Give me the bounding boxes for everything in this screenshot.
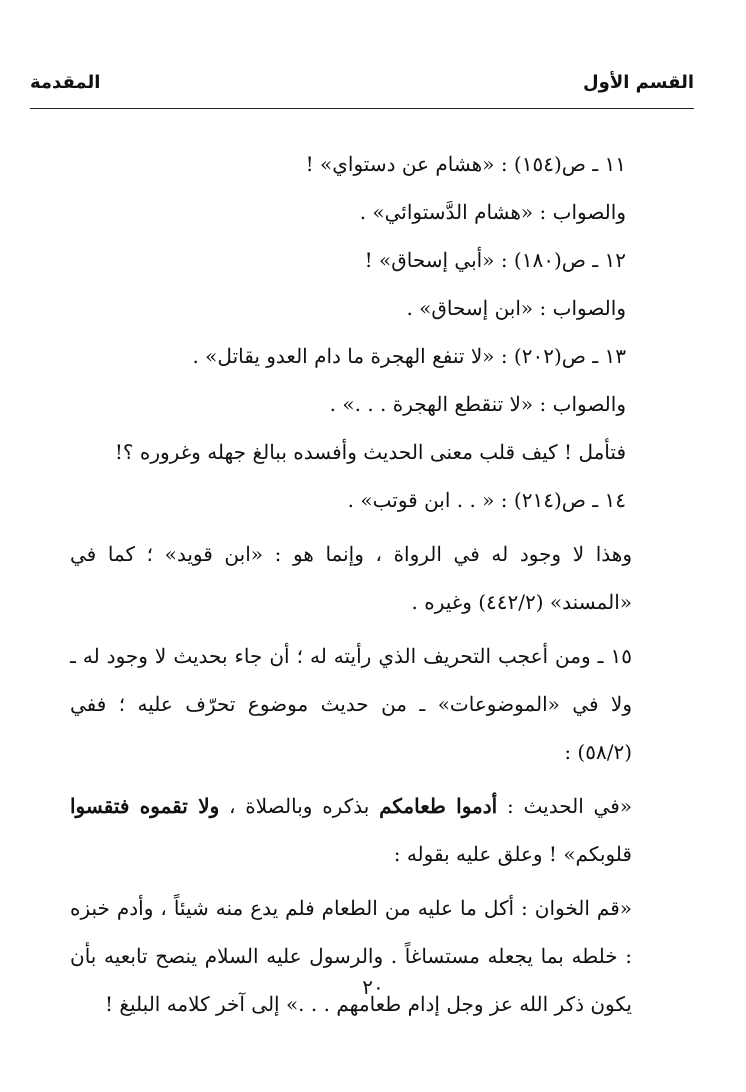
hadith-middle: بذكره وبالصلاة ،: [219, 794, 380, 818]
running-header: [30, 72, 694, 104]
chapter-title: المقدمة: [30, 72, 101, 93]
paragraph-commentary: «قم الخوان : أكل ما عليه من الطعام فلم يدع منه شيئاً ، وأدم خبزه : خلطه بما يجعله مستساغاً . والرسول عليه السلام ينصح تابعيه بأن يكون ذكر الله عز وجل إدام طعامهم . . .» إلى آخر كلامه البليغ !: [70, 896, 632, 1016]
paragraph-correction-11: والصواب : «هشام الدَّستوائي» .: [359, 200, 626, 224]
section-title: القسم الأول: [583, 72, 694, 93]
hadith-bold-1: أدموا طعامكم: [379, 794, 498, 818]
page-body: [70, 140, 632, 1028]
paragraph-item-13: ١٣ ـ ص(٢٠٢) : «لا تنفع الهجرة ما دام العدو يقاتل» .: [192, 344, 626, 368]
paragraph-correction-13: والصواب : «لا تنقطع الهجرة . . .» .: [329, 392, 626, 416]
paragraph-comment-14: وهذا لا وجود له في الرواة ، وإنما هو : «ابن قويد» ؛ كما في «المسند» (٤٤٢/٢) وغيره .: [70, 542, 632, 614]
header-divider: [30, 108, 694, 109]
hadith-bold-2: ولا تقموه فتقسوا: [70, 794, 220, 818]
hadith-end: قلوبكم» ! وعلق عليه بقوله :: [393, 842, 632, 866]
paragraph-hadith-quote: [70, 782, 632, 878]
paragraph-item-14: ١٤ ـ ص(٢١٤) : « . . ابن قوتب» .: [347, 488, 626, 512]
paragraph-item-15: ١٥ ـ ومن أعجب التحريف الذي رأيته له ؛ أن جاء بحديث لا وجود له ـ ولا في «الموضوعات» ـ من حديث موضوع تحرّف عليه ؛ ففي (٥٨/٢) :: [70, 644, 632, 764]
paragraph-item-11: ١١ ـ ص(١٥٤) : «هشام عن دستواي» !: [305, 152, 626, 176]
paragraph-remark: فتأمل ! كيف قلب معنى الحديث وأفسده ببالغ جهله وغروره ؟!: [114, 440, 626, 464]
page-number: ٢٠: [362, 975, 384, 999]
paragraph-item-12: ١٢ ـ ص(١٨٠) : «أبي إسحاق» !: [364, 248, 626, 272]
hadith-intro: «في الحديث :: [497, 794, 632, 818]
paragraph-correction-12: والصواب : «ابن إسحاق» .: [406, 296, 626, 320]
